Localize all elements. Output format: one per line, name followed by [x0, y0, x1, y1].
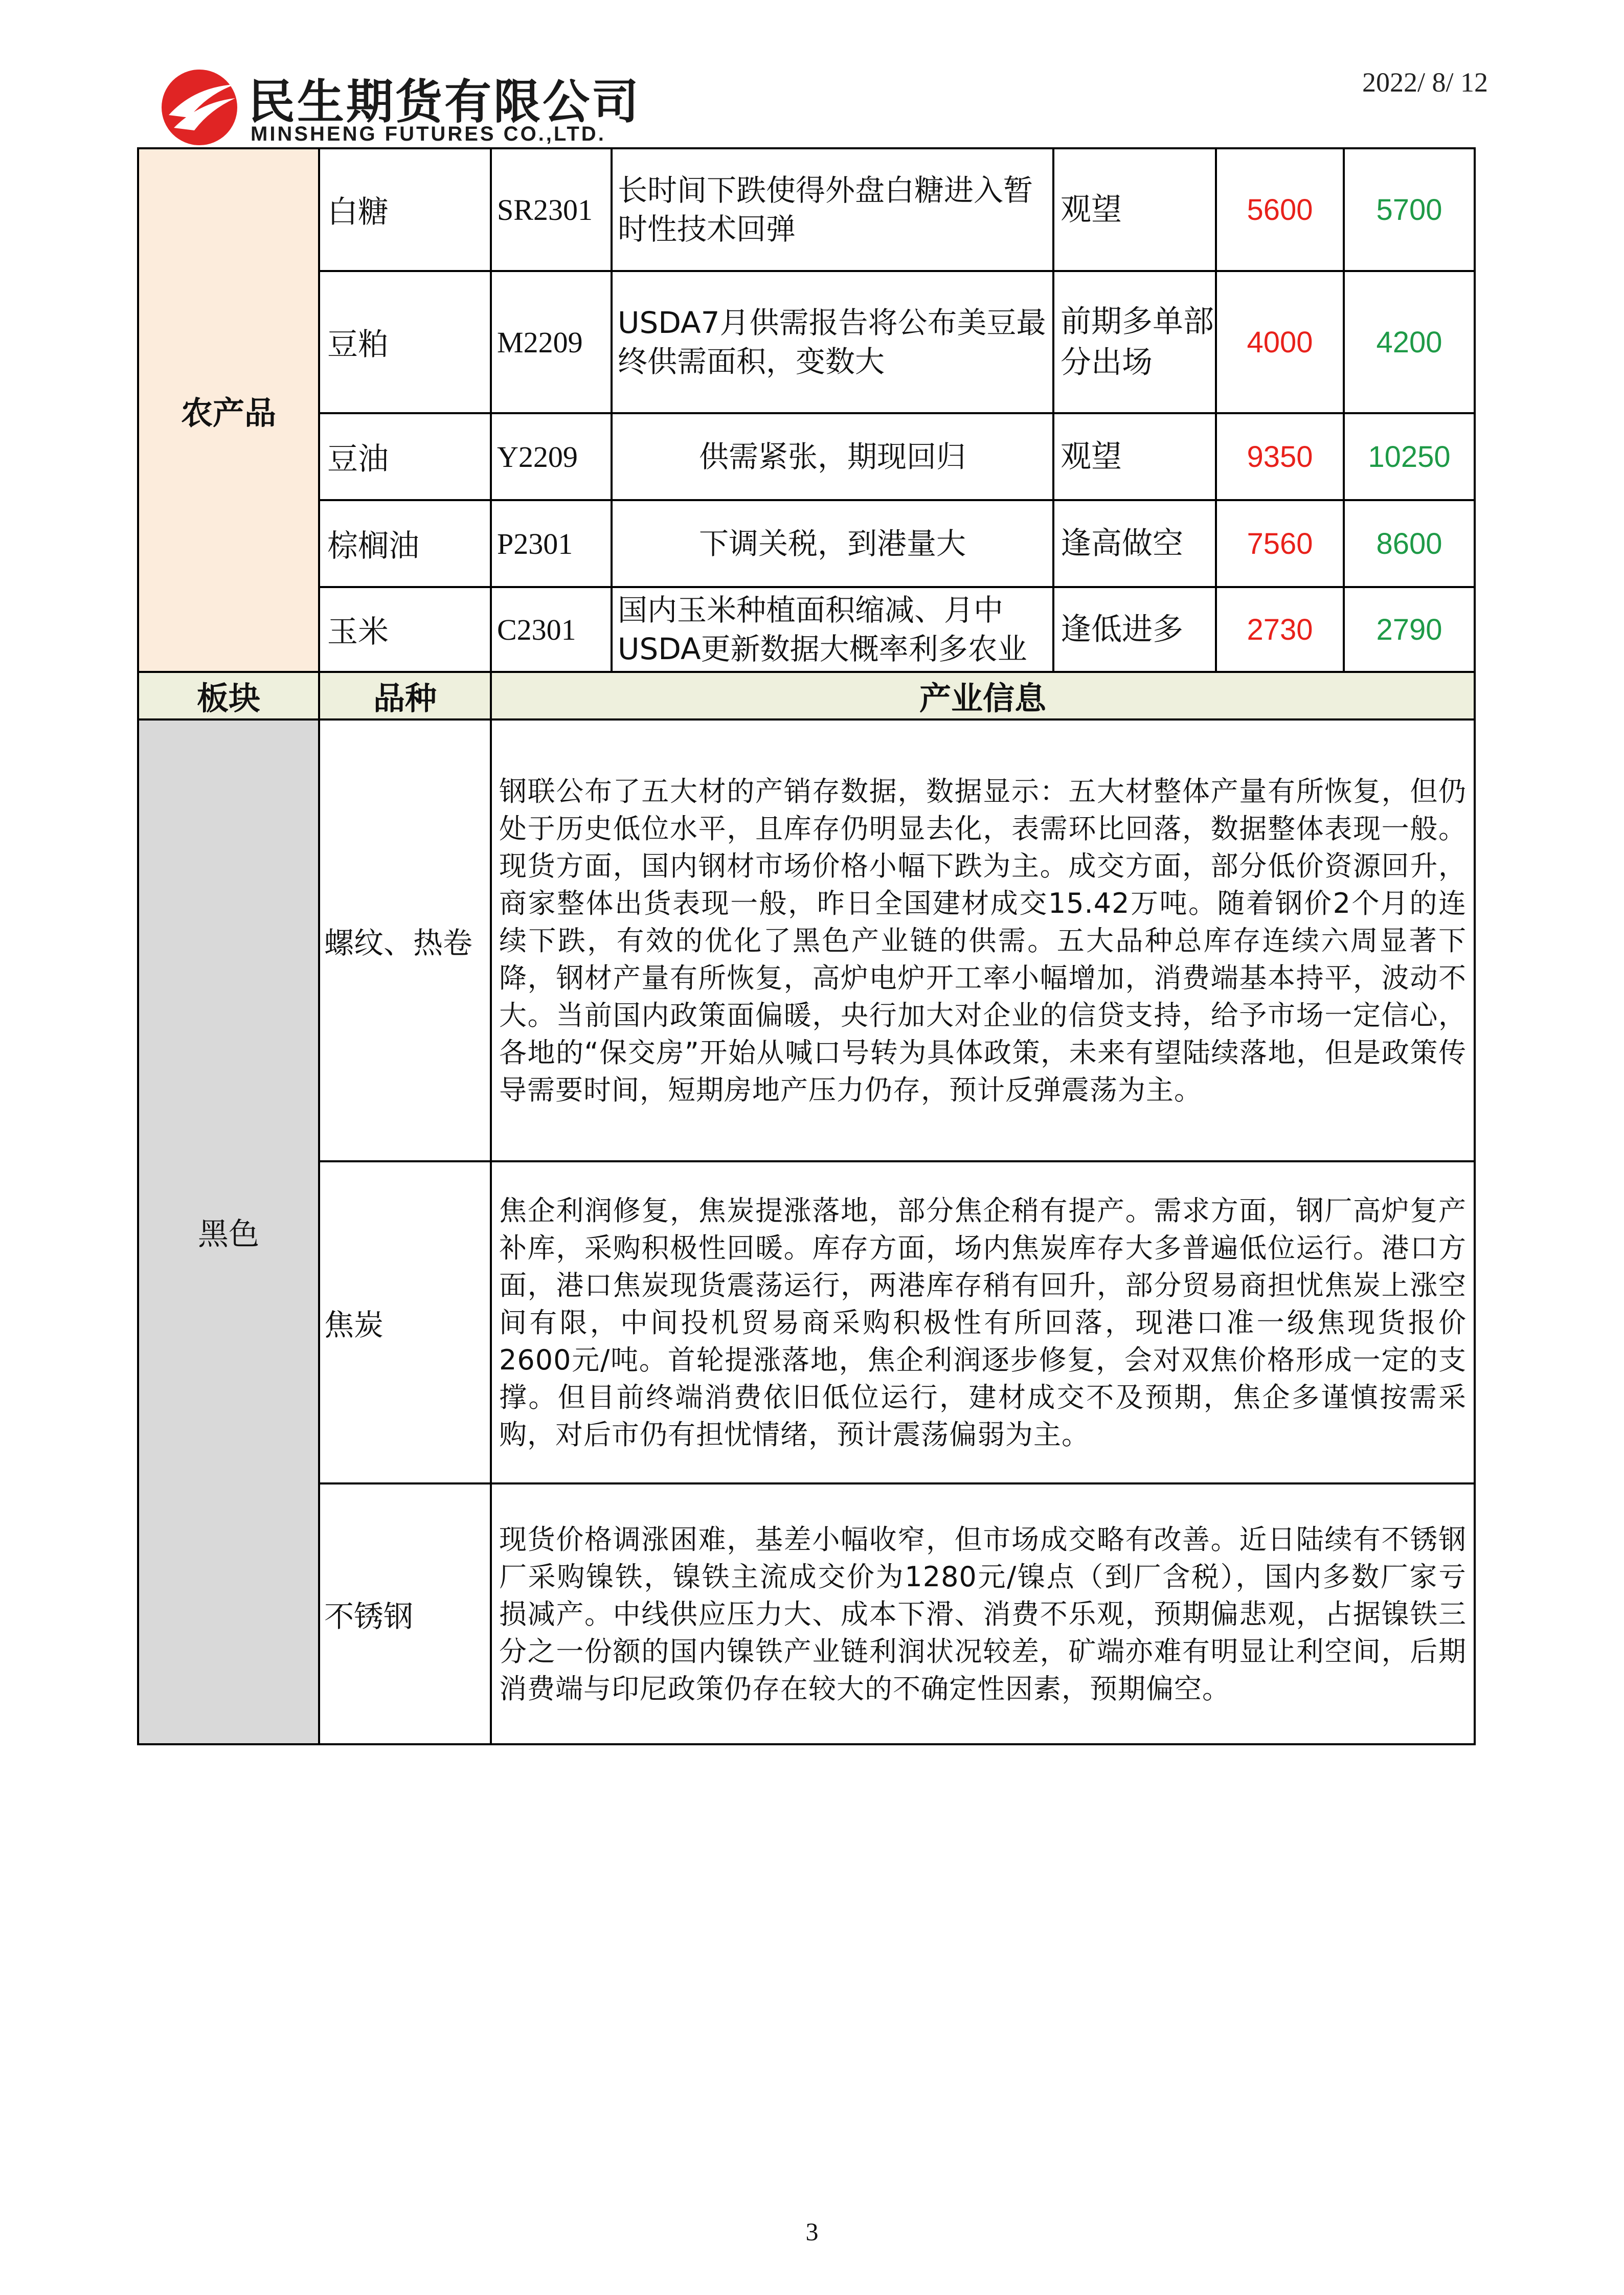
trade-logic: 长时间下跌使得外盘白糖进入暂时性技术回弹 [612, 148, 1053, 271]
trade-logic: 供需紧张，期现回归 [612, 413, 1053, 500]
section-agri: 农产品 [138, 148, 319, 672]
support-price: 9350 [1216, 413, 1344, 500]
contract-code: C2301 [491, 587, 612, 672]
table-row [138, 413, 1475, 500]
brand-name-cn: 民生期货有限公司 [248, 75, 641, 129]
contract-code: Y2209 [491, 413, 612, 500]
support-price: 7560 [1216, 500, 1344, 587]
section-black: 黑色 [138, 719, 319, 1744]
resistance-price: 10250 [1344, 413, 1475, 500]
variety-name: 白糖 [319, 148, 491, 271]
strategy: 逢低进多 [1053, 587, 1216, 672]
trade-logic: 下调关税，到港量大 [612, 500, 1053, 587]
resistance-price: 4200 [1344, 271, 1475, 413]
table-row [138, 719, 1475, 1161]
industry-info-text: 现货价格调涨困难，基差小幅收窄，但市场成交略有改善。近日陆续有不锈钢厂采购镍铁，镍铁主流成交价为1280元/镍点（到厂含税），国内多数厂家亏损减产。中线供应压力大、成本下滑、消费不乐观，预期偏悲观，占据镍铁三分之一份额的国内镍铁产业链利润状况较差，矿端亦难有明显让利空间，后期消费端与印尼政策仍存在较大的不确定性因素，预期偏空。 [491, 1483, 1475, 1744]
table-row [138, 1483, 1475, 1744]
contract-code: P2301 [491, 500, 612, 587]
resistance-price: 2790 [1344, 587, 1475, 672]
strategy: 观望 [1053, 413, 1216, 500]
table-row [138, 587, 1475, 672]
strategy: 观望 [1053, 148, 1216, 271]
table-row [138, 271, 1475, 413]
support-price: 2730 [1216, 587, 1344, 672]
header-sector: 板块 [138, 672, 319, 719]
page-header [153, 61, 1488, 148]
variety-name: 螺纹、热卷 [319, 719, 491, 1161]
table-row [138, 148, 1475, 271]
resistance-price: 8600 [1344, 500, 1475, 587]
report-date: 2022/ 8/ 12 [1362, 67, 1488, 98]
strategy: 前期多单部分出场 [1053, 271, 1216, 413]
support-price: 4000 [1216, 271, 1344, 413]
strategy: 逢高做空 [1053, 500, 1216, 587]
header-industry-info: 产业信息 [491, 672, 1475, 719]
variety-name: 棕榈油 [319, 500, 491, 587]
brand-name-en: MINSHENG FUTURES CO.,LTD. [251, 123, 606, 145]
trade-logic: USDA7月供需报告将公布美豆最终供需面积，变数大 [612, 271, 1053, 413]
support-price: 5600 [1216, 148, 1344, 271]
variety-name: 豆粕 [319, 271, 491, 413]
table-row [138, 500, 1475, 587]
variety-name: 豆油 [319, 413, 491, 500]
variety-name: 不锈钢 [319, 1483, 491, 1744]
report-table [137, 147, 1476, 1745]
variety-name: 焦炭 [319, 1161, 491, 1483]
contract-code: SR2301 [491, 148, 612, 271]
minsheng-logo-icon [159, 66, 240, 148]
header-variety: 品种 [319, 672, 491, 719]
industry-info-text: 焦企利润修复，焦炭提涨落地，部分焦企稍有提产。需求方面，钢厂高炉复产补库，采购积极性回暖。库存方面，场内焦炭库存大多普遍低位运行。港口方面，港口焦炭现货震荡运行，两港库存稍有回升，部分贸易商担忧焦炭上涨空间有限，中间投机贸易商采购积极性有所回落，现港口准一级焦现货报价2600元/吨。首轮提涨落地，焦企利润逐步修复，会对双焦价格形成一定的支撑。但目前终端消费依旧低位运行，建材成交不及预期，焦企多谨慎按需采购，对后市仍有担忧情绪，预计震荡偏弱为主。 [491, 1161, 1475, 1483]
trade-logic: 国内玉米种植面积缩减、月中USDA更新数据大概率利多农业 [612, 587, 1053, 672]
resistance-price: 5700 [1344, 148, 1475, 271]
table-row [138, 1161, 1475, 1483]
variety-name: 玉米 [319, 587, 491, 672]
contract-code: M2209 [491, 271, 612, 413]
page-number: 3 [805, 2217, 819, 2246]
industry-info-text: 钢联公布了五大材的产销存数据，数据显示：五大材整体产量有所恢复，但仍处于历史低位水平，且库存仍明显去化，表需环比回落，数据整体表现一般。现货方面，国内钢材市场价格小幅下跌为主。成交方面，部分低价资源回升，商家整体出货表现一般，昨日全国建材成交15.42万吨。随着钢价2个月的连续下跌，有效的优化了黑色产业链的供需。五大品种总库存连续六周显著下降，钢材产量有所恢复，高炉电炉开工率小幅增加，消费端基本持平，波动不大。当前国内政策面偏暖，央行加大对企业的信贷支持，给予市场一定信心，各地的“保交房”开始从喊口号转为具体政策，未来有望陆续落地，但是政策传导需要时间，短期房地产压力仍存，预计反弹震荡为主。 [491, 719, 1475, 1161]
info-header-row [138, 672, 1475, 719]
